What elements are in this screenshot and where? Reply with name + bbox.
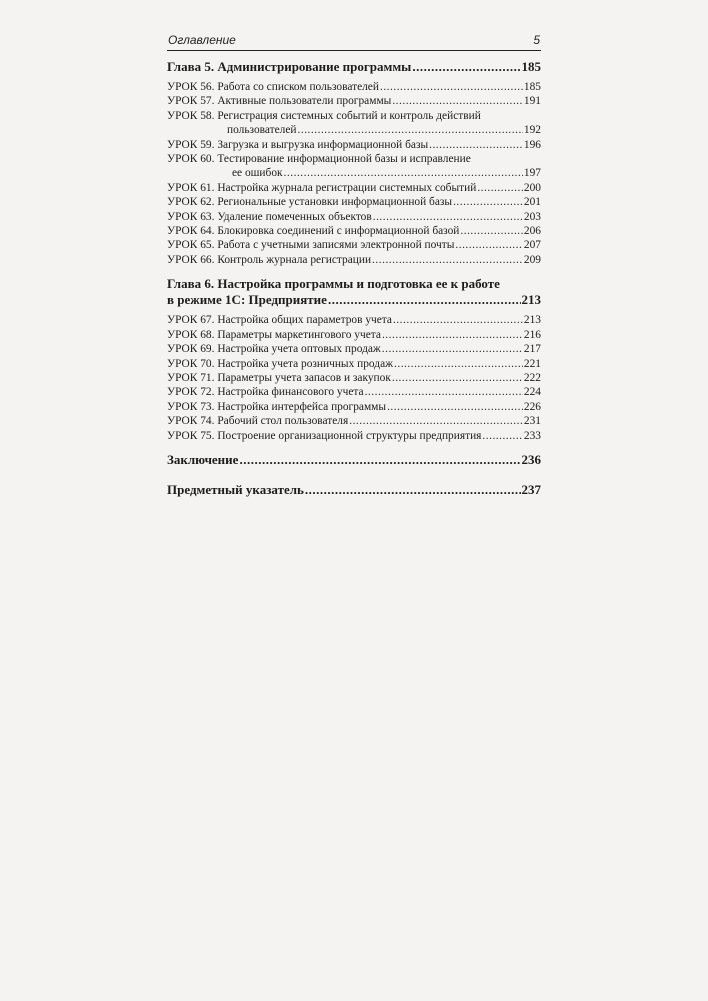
- dot-leader: [382, 328, 523, 339]
- dot-leader: [394, 357, 523, 368]
- toc-lesson-69[interactable]: [167, 342, 541, 356]
- lesson-page: 203: [523, 210, 541, 223]
- toc-lesson-65[interactable]: [167, 238, 541, 252]
- chapter-title: Глава 5. Администрирование программы: [167, 59, 412, 74]
- lesson-label: УРОК 71.: [167, 371, 215, 384]
- dot-leader: [372, 253, 523, 264]
- dot-leader: [305, 482, 521, 495]
- toc-lesson-56[interactable]: [167, 80, 541, 94]
- dot-leader: [482, 429, 523, 440]
- dot-leader: [365, 385, 523, 396]
- lesson-page: 231: [523, 415, 541, 428]
- chapter-title-line-1: Глава 6. Настройка программы и подготовка ее к работе: [167, 276, 500, 292]
- running-head-title: Оглавление: [168, 33, 236, 47]
- lesson-page: 233: [523, 429, 541, 442]
- lesson-label: УРОК 60.: [167, 153, 215, 166]
- dot-leader: [477, 181, 523, 192]
- toc-lesson-64[interactable]: [167, 224, 541, 238]
- lesson-label: УРОК 57.: [167, 95, 215, 108]
- dot-leader: [392, 371, 523, 382]
- lesson-label: УРОК 56.: [167, 81, 215, 93]
- toc-lesson-57[interactable]: [167, 94, 541, 108]
- lesson-title: Контроль журнала регистрации: [217, 253, 372, 266]
- toc-lesson-61[interactable]: [167, 181, 541, 195]
- lesson-label: УРОК 58.: [167, 109, 215, 122]
- dot-leader: [429, 138, 523, 149]
- toc-lesson-67[interactable]: [167, 313, 541, 327]
- dot-leader: [387, 400, 523, 411]
- lesson-title: Настройка журнала регистрации системных событий: [217, 181, 477, 194]
- toc-lesson-63[interactable]: [167, 210, 541, 224]
- lesson-title: Настройка интерфейса программы: [217, 400, 387, 413]
- subject-index-page: 237: [521, 481, 541, 497]
- lesson-title: Параметры учета запасов и закупок: [217, 371, 391, 384]
- toc-chapter-5[interactable]: [167, 59, 541, 75]
- lesson-label: УРОК 65.: [167, 239, 215, 252]
- lesson-label: УРОК 59.: [167, 138, 215, 151]
- lesson-title: Блокировка соединений с информационной базой: [217, 225, 460, 238]
- chapter-5-lessons: [167, 80, 541, 267]
- lesson-label: УРОК 64.: [167, 225, 215, 238]
- toc-lesson-60[interactable]: [167, 152, 541, 181]
- toc-lesson-71[interactable]: [167, 371, 541, 385]
- spacer: [167, 443, 541, 452]
- lesson-title: Загрузка и выгрузка информационной базы: [217, 138, 429, 151]
- lesson-title-line-2: ее ошибок: [232, 167, 283, 180]
- lesson-title-line-1: Регистрация системных событий и контроль действий: [217, 109, 481, 122]
- lesson-page: 201: [523, 196, 541, 209]
- lesson-page: 226: [523, 400, 541, 413]
- lesson-page: 224: [523, 386, 541, 399]
- lesson-title: Параметры маркетингового учета: [217, 328, 381, 341]
- chapter-page: 213: [521, 292, 541, 308]
- lesson-label: УРОК 62.: [167, 196, 215, 209]
- lesson-label: УРОК 72.: [167, 386, 215, 399]
- toc-lesson-62[interactable]: [167, 195, 541, 209]
- lesson-page: 185: [523, 81, 541, 93]
- lesson-page: 217: [523, 343, 541, 356]
- lesson-title: Удаление помеченных объектов: [217, 210, 372, 223]
- lesson-title: Настройка финансового учета: [217, 386, 364, 399]
- lesson-page: 216: [523, 328, 541, 341]
- lesson-page: 207: [523, 239, 541, 252]
- lesson-title: Построение организационной структуры предприятия: [217, 429, 482, 442]
- lesson-page: 197: [523, 167, 541, 180]
- dot-leader: [382, 342, 523, 353]
- lesson-label: УРОК 61.: [167, 181, 215, 194]
- running-head-page-number: 5: [533, 33, 540, 47]
- toc-lesson-59[interactable]: [167, 138, 541, 152]
- lesson-page: 209: [523, 253, 541, 266]
- lesson-label: УРОК 66.: [167, 253, 215, 266]
- lesson-title-line-1: Тестирование информационной базы и исправление: [217, 153, 471, 166]
- toc-lesson-72[interactable]: [167, 385, 541, 399]
- dot-leader: [392, 94, 523, 105]
- lesson-label: УРОК 69.: [167, 343, 215, 356]
- chapter-title-line-2: в режиме 1С: Предприятие: [167, 292, 327, 308]
- lesson-page: 200: [523, 181, 541, 194]
- table-of-contents: [167, 59, 541, 498]
- lesson-page: 213: [523, 314, 541, 327]
- dot-leader: [460, 224, 523, 235]
- dot-leader: [284, 166, 523, 177]
- dot-leader: [328, 292, 521, 305]
- lesson-title: Настройка учета оптовых продаж: [217, 343, 381, 356]
- lesson-label: УРОК 75.: [167, 429, 215, 442]
- toc-subject-index[interactable]: [167, 482, 541, 498]
- chapter-6-lessons: [167, 313, 541, 443]
- lesson-title: Настройка общих параметров учета: [217, 314, 392, 327]
- lesson-label: УРОК 74.: [167, 415, 215, 428]
- toc-lesson-70[interactable]: [167, 357, 541, 371]
- dot-leader: [373, 210, 523, 221]
- toc-lesson-68[interactable]: [167, 328, 541, 342]
- lesson-page: 222: [523, 371, 541, 384]
- toc-lesson-58[interactable]: [167, 109, 541, 138]
- lesson-label: УРОК 73.: [167, 400, 215, 413]
- lesson-label: УРОК 63.: [167, 210, 215, 223]
- conclusion-title: Заключение: [167, 451, 239, 467]
- lesson-page: 221: [523, 357, 541, 370]
- lesson-title-line-2: пользователей: [227, 124, 297, 137]
- lesson-title: Рабочий стол пользователя: [217, 415, 349, 428]
- toc-lesson-66[interactable]: [167, 253, 541, 267]
- lesson-page: 206: [523, 225, 541, 238]
- dot-leader: [412, 59, 520, 72]
- spacer: [167, 468, 541, 482]
- lesson-title: Активные пользователи программы: [217, 95, 392, 108]
- lesson-title: Настройка учета розничных продаж: [217, 357, 393, 370]
- dot-leader: [380, 80, 523, 91]
- toc-lesson-74[interactable]: [167, 414, 541, 428]
- spacer: [167, 267, 541, 276]
- toc-conclusion[interactable]: [167, 452, 541, 468]
- dot-leader: [453, 195, 523, 206]
- lesson-page: 196: [523, 138, 541, 151]
- subject-index-title: Предметный указатель: [167, 481, 304, 497]
- toc-lesson-73[interactable]: [167, 400, 541, 414]
- toc-lesson-75[interactable]: [167, 429, 541, 443]
- dot-leader: [393, 313, 523, 324]
- lesson-label: УРОК 70.: [167, 357, 215, 370]
- lesson-page: 192: [523, 124, 541, 137]
- lesson-title: Работа с учетными записями электронной почты: [217, 239, 455, 252]
- lesson-title: Работа со списком пользователей: [217, 81, 379, 93]
- lesson-label: УРОК 67.: [167, 314, 215, 327]
- toc-chapter-6[interactable]: [167, 276, 541, 308]
- dot-leader: [298, 123, 523, 134]
- chapter-page: 185: [521, 59, 541, 74]
- dot-leader: [455, 238, 523, 249]
- lesson-page: 191: [523, 95, 541, 108]
- dot-leader: [349, 414, 523, 425]
- dot-leader: [239, 452, 520, 465]
- running-head: [167, 32, 541, 51]
- conclusion-page: 236: [521, 451, 541, 467]
- lesson-title: Региональные установки информационной базы: [217, 196, 453, 209]
- lesson-label: УРОК 68.: [167, 328, 215, 341]
